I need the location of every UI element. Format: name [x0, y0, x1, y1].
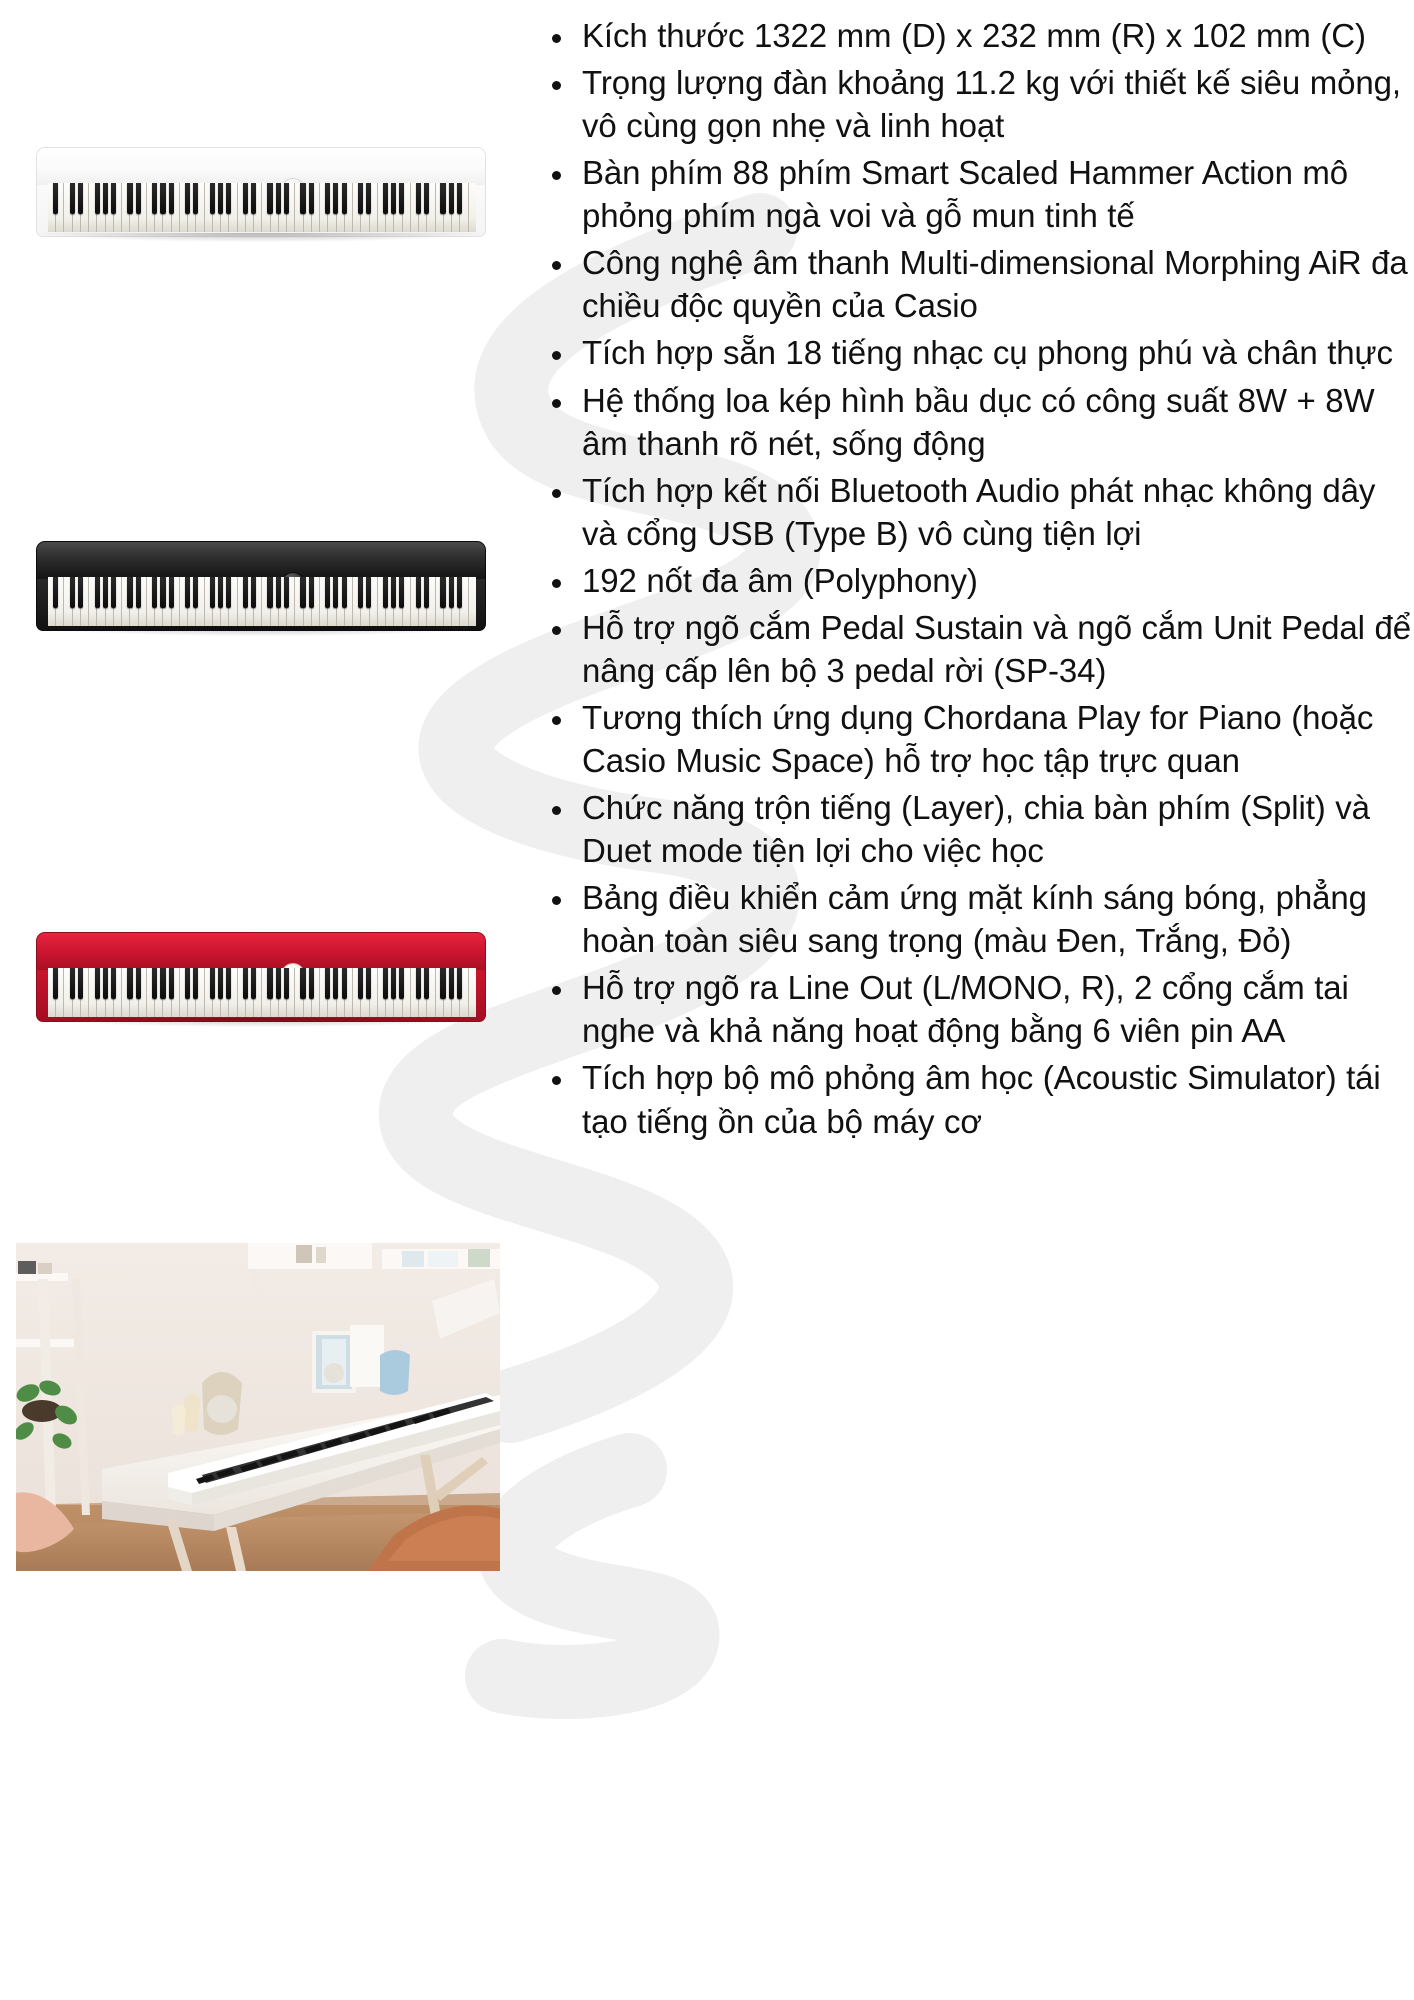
black-key — [366, 183, 371, 214]
black-key — [284, 577, 289, 608]
black-key — [103, 183, 108, 214]
black-key — [309, 183, 314, 214]
black-key — [160, 183, 165, 214]
product-image-room-scene[interactable] — [16, 1243, 500, 1571]
black-key — [160, 968, 165, 999]
black-key — [78, 968, 83, 999]
black-key — [267, 577, 272, 608]
black-key — [103, 968, 108, 999]
black-key — [391, 577, 396, 608]
black-key — [276, 968, 281, 999]
black-key — [309, 968, 314, 999]
specification-list — [530, 0, 1414, 1143]
black-key — [424, 577, 429, 608]
piano-shadow-black — [40, 627, 479, 636]
black-key — [169, 968, 174, 999]
black-key — [127, 577, 132, 608]
black-key — [358, 183, 363, 214]
black-key — [251, 183, 256, 214]
list-item: Hỗ trợ ngõ ra Line Out (L/MONO, R), 2 cổng cắm tai nghe và khả năng hoạt động bằng 6 viên pin AA — [530, 966, 1414, 1052]
black-key — [53, 183, 58, 214]
black-key — [53, 968, 58, 999]
product-image-red[interactable] — [36, 932, 484, 1020]
black-key — [210, 183, 215, 214]
black-key — [243, 968, 248, 999]
list-item: Bàn phím 88 phím Smart Scaled Hammer Action mô phỏng phím ngà voi và gỗ mun tinh tế — [530, 151, 1414, 237]
black-key — [399, 968, 404, 999]
black-key — [127, 183, 132, 214]
black-key — [210, 577, 215, 608]
black-key — [383, 577, 388, 608]
black-key — [300, 577, 305, 608]
black-key — [111, 577, 116, 608]
list-item: 192 nốt đa âm (Polyphony) — [530, 559, 1414, 602]
black-key — [366, 968, 371, 999]
black-key — [169, 183, 174, 214]
piano-shadow-red — [40, 1018, 479, 1027]
black-key — [383, 968, 388, 999]
black-key — [440, 577, 445, 608]
black-key — [70, 577, 75, 608]
black-key — [358, 968, 363, 999]
list-item: Kích thước 1322 mm (D) x 232 mm (R) x 102 mm (C) — [530, 14, 1414, 57]
black-key — [226, 968, 231, 999]
piano-shadow-white — [40, 233, 479, 242]
black-key — [160, 577, 165, 608]
black-key — [53, 577, 58, 608]
black-key — [251, 577, 256, 608]
black-key — [300, 968, 305, 999]
black-key — [416, 577, 421, 608]
black-key — [218, 183, 223, 214]
black-key — [136, 183, 141, 214]
black-key — [383, 183, 388, 214]
black-key — [243, 577, 248, 608]
black-key — [333, 577, 338, 608]
black-key — [70, 968, 75, 999]
black-key — [210, 968, 215, 999]
black-key — [127, 968, 132, 999]
black-key — [251, 968, 256, 999]
black-keys-black — [48, 577, 476, 608]
black-key — [399, 577, 404, 608]
black-key — [185, 183, 190, 214]
product-image-black[interactable] — [36, 541, 484, 629]
black-key — [366, 577, 371, 608]
black-key — [440, 183, 445, 214]
black-key — [424, 183, 429, 214]
piano-body-red — [36, 932, 486, 1022]
black-key — [111, 968, 116, 999]
black-key — [226, 577, 231, 608]
black-key — [284, 968, 289, 999]
black-key — [111, 183, 116, 214]
list-item: Hỗ trợ ngõ cắm Pedal Sustain và ngõ cắm Unit Pedal để nâng cấp lên bộ 3 pedal rời (SP-34) — [530, 606, 1414, 692]
piano-keys-red — [48, 968, 476, 1017]
black-key — [243, 183, 248, 214]
black-key — [457, 183, 462, 214]
list-item: Tích hợp kết nối Bluetooth Audio phát nhạc không dây và cổng USB (Type B) vô cùng tiện lợi — [530, 469, 1414, 555]
piano-body-black — [36, 541, 486, 631]
black-key — [457, 968, 462, 999]
piano-keys-white — [48, 183, 476, 232]
black-keys-red — [48, 968, 476, 999]
black-key — [440, 968, 445, 999]
black-key — [95, 968, 100, 999]
black-key — [391, 183, 396, 214]
black-key — [416, 183, 421, 214]
black-key — [399, 183, 404, 214]
black-keys-white — [48, 183, 476, 214]
black-key — [152, 577, 157, 608]
piano-keys-black — [48, 577, 476, 626]
black-key — [267, 968, 272, 999]
black-key — [300, 183, 305, 214]
black-key — [449, 577, 454, 608]
black-key — [333, 183, 338, 214]
black-key — [169, 577, 174, 608]
black-key — [185, 577, 190, 608]
specifications-panel — [530, 0, 1414, 2000]
black-key — [78, 577, 83, 608]
black-key — [325, 183, 330, 214]
list-item: Tương thích ứng dụng Chordana Play for Piano (hoặc Casio Music Space) hỗ trợ học tập trực quan — [530, 696, 1414, 782]
black-key — [152, 968, 157, 999]
black-key — [95, 183, 100, 214]
black-key — [342, 183, 347, 214]
list-item: Hệ thống loa kép hình bầu dục có công suất 8W + 8W âm thanh rõ nét, sống động — [530, 379, 1414, 465]
black-key — [449, 968, 454, 999]
product-gallery — [0, 0, 520, 2000]
list-item: Tích hợp sẵn 18 tiếng nhạc cụ phong phú và chân thực — [530, 331, 1414, 374]
black-key — [309, 577, 314, 608]
black-key — [391, 968, 396, 999]
black-key — [193, 577, 198, 608]
black-key — [103, 577, 108, 608]
black-key — [185, 968, 190, 999]
product-image-white[interactable] — [36, 147, 484, 235]
black-key — [226, 183, 231, 214]
black-key — [267, 183, 272, 214]
black-key — [342, 968, 347, 999]
black-key — [276, 183, 281, 214]
piano-body-white — [36, 147, 486, 237]
black-key — [342, 577, 347, 608]
black-key — [424, 968, 429, 999]
black-key — [333, 968, 338, 999]
list-item: Chức năng trộn tiếng (Layer), chia bàn phím (Split) và Duet mode tiện lợi cho việc học — [530, 786, 1414, 872]
list-item: Bảng điều khiển cảm ứng mặt kính sáng bóng, phẳng hoàn toàn siêu sang trọng (màu Đen, Trắng, Đỏ) — [530, 876, 1414, 962]
black-key — [218, 577, 223, 608]
black-key — [276, 577, 281, 608]
black-key — [358, 577, 363, 608]
black-key — [193, 968, 198, 999]
black-key — [325, 968, 330, 999]
black-key — [284, 183, 289, 214]
black-key — [218, 968, 223, 999]
list-item: Công nghệ âm thanh Multi-dimensional Morphing AiR đa chiều độc quyền của Casio — [530, 241, 1414, 327]
black-key — [152, 183, 157, 214]
black-key — [136, 968, 141, 999]
black-key — [193, 183, 198, 214]
black-key — [136, 577, 141, 608]
list-item: Tích hợp bộ mô phỏng âm học (Acoustic Simulator) tái tạo tiếng ồn của bộ máy cơ — [530, 1056, 1414, 1142]
black-key — [78, 183, 83, 214]
black-key — [416, 968, 421, 999]
black-key — [95, 577, 100, 608]
black-key — [70, 183, 75, 214]
black-key — [325, 577, 330, 608]
black-key — [449, 183, 454, 214]
black-key — [457, 577, 462, 608]
list-item: Trọng lượng đàn khoảng 11.2 kg với thiết kế siêu mỏng, vô cùng gọn nhẹ và linh hoạt — [530, 61, 1414, 147]
